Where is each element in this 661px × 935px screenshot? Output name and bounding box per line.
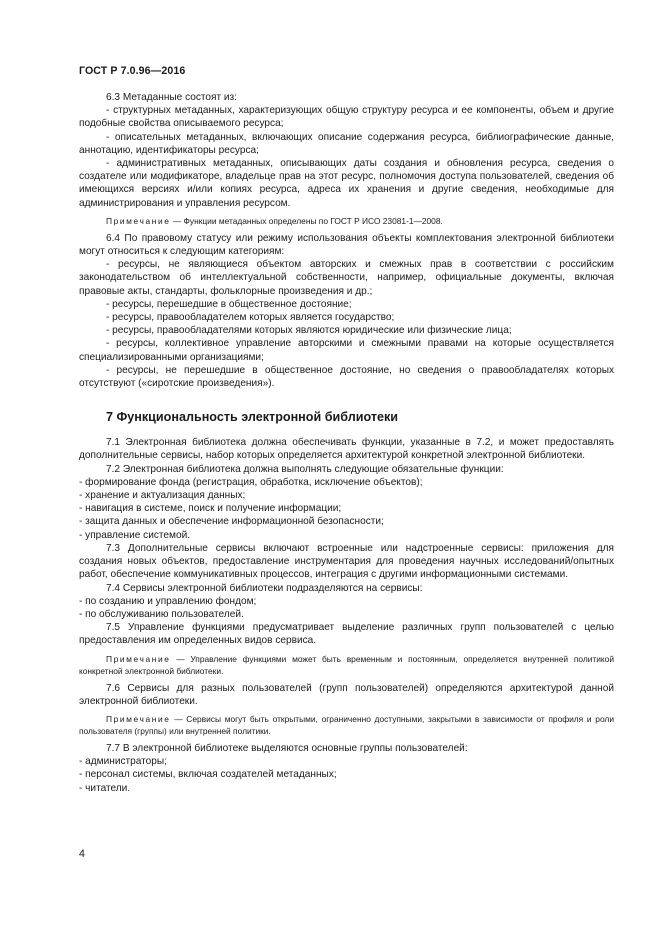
s64-item: - ресурсы, перешедшие в общественное достояние; — [106, 298, 352, 310]
section-7-heading: 7 Функциональность электронной библиотеки — [106, 410, 399, 425]
p76: 7.6 Сервисы для разных пользователей (групп пользователей) определяются архитектурой данной электронной библиотеки. — [79, 682, 614, 707]
p72-item: - навигация в системе, поиск и получение информации; — [79, 503, 342, 515]
p75: 7.5 Управление функциями предусматривает выделение различных групп пользователей с целью предоставления им определенных видов сервиса. — [79, 622, 614, 647]
note-label: Примечание — [106, 713, 171, 724]
note-label: Примечание — [106, 653, 171, 664]
s64-item: - ресурсы, правообладателем которых является государство; — [106, 312, 395, 324]
p72-item: - управление системой. — [79, 529, 191, 541]
note-text: — Функции метаданных определены по ГОСТ Р ИСО 23081-1—2008. — [172, 215, 443, 226]
standard-header: ГОСТ Р 7.0.96—2016 — [79, 65, 186, 77]
page-number: 4 — [79, 848, 85, 860]
p77: 7.7 В электронной библиотеке выделяются основные группы пользователей: — [106, 742, 468, 754]
p74: 7.4 Сервисы электронной библиотеки подразделяются на сервисы: — [106, 582, 423, 594]
note-functions — [79, 653, 614, 677]
page-content — [79, 91, 614, 795]
note-text: — Сервисы могут быть открытыми, ограниченно доступными, закрытыми в зависимости от профиля и роли пользователя (группы) или внутренней политики. — [79, 713, 615, 736]
p72: 7.2 Электронная библиотека должна выполнять следующие обязательные функции: — [106, 463, 504, 475]
note-services — [79, 713, 614, 737]
p71: 7.1 Электронная библиотека должна обеспечивать функции, указанные в 7.2, и может предоставлять дополнительные сервисы, набор которых определяется архитектурой конкретной электронной библиотеки. — [79, 437, 614, 462]
note-text: — Управление функциями может быть временным и постоянным, определяется внутренней политикой конкретной электронной библиотеки. — [79, 653, 615, 676]
p72-item: - защита данных и обеспечение информационной безопасности; — [79, 516, 384, 528]
s63-item: - административных метаданных, описывающих даты создания и обновления ресурса, сведения о создателе или модификаторе, владельце прав на этот ресурс, полномочия доступа пользователей, сведения об имеющихся версиях и/или копиях ресурса, адреса их хранения и другие сведения, необходимые для администрирования и управления ресурсом. — [79, 158, 614, 209]
s64-intro: 6.4 По правовому статусу или режиму использования объекты комплектования электронной библиотеки могут относиться к следующим категориям: — [79, 232, 614, 258]
p72-item: - хранение и актуализация данных; — [79, 490, 246, 502]
s63-item: - описательных метаданных, включающих описание содержания ресурса, библиографические данные, аннотацию, идентификаторы ресурса; — [79, 131, 614, 156]
s63-intro: 6.3 Метаданные состоят из: — [106, 92, 237, 103]
p77-item: - читатели. — [79, 782, 131, 794]
s64-item: - ресурсы, не перешедшие в общественное достояние, но сведения о правообладателях которых отсутствуют («сиротские произведения»). — [79, 364, 614, 390]
note-label: Примечание — [106, 215, 171, 226]
p77-item: - персонал системы, включая создателей метаданных; — [79, 769, 337, 781]
p77-item: - администраторы; — [79, 756, 167, 768]
note-metadata — [79, 215, 614, 227]
p74-item: - по созданию и управлению фондом; — [79, 595, 257, 607]
s64-item: - ресурсы, не являющиеся объектом авторских и смежных прав в соответствии с российским законодательством об интеллектуальной собственности, например, официальные документы, включая правовые акты, стандарты, фольклорные произведения и др.; — [79, 259, 614, 297]
s64-item: - ресурсы, коллективное управление авторскими и смежными правами на которые осуществляется специализированными организациями; — [79, 338, 614, 363]
p74-item: - по обслуживанию пользователей. — [79, 608, 244, 620]
p73: 7.3 Дополнительные сервисы включают встроенные или надстроенные сервисы: приложения для создания новых объектов, предоставление инструментария для проведения научных исследований/опытных работ, обеспечение коммуникативных процессов, интеграция с другими информационными системами. — [79, 542, 614, 581]
s64-item: - ресурсы, правообладателями которых являются юридические или физические лица; — [106, 325, 512, 337]
s63-item: - структурных метаданных, характеризующих общую структуру ресурса и ее компоненты, объем и другие подобные свойства описываемого ресурса; — [79, 105, 614, 130]
p72-item: - формирование фонда (регистрация, обработка, исключение объектов); — [79, 476, 423, 488]
